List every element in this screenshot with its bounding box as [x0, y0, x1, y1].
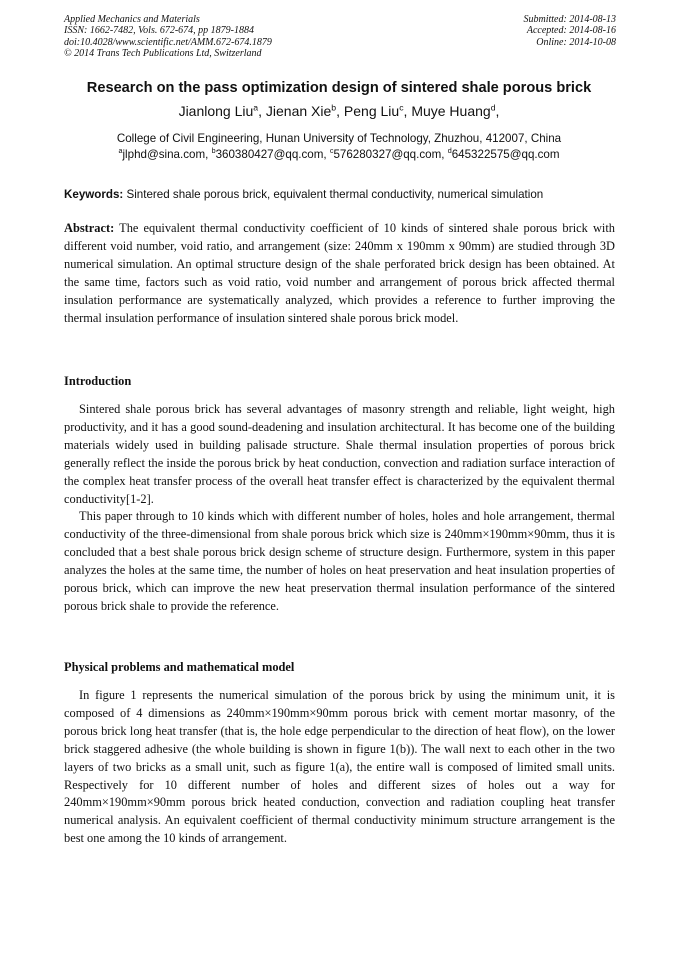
email: $^b$360380427@qq.com,	[211, 146, 330, 161]
author: Muye Huang$^d$,	[411, 102, 500, 119]
journal-header-right	[524, 14, 617, 48]
author: Peng Liu$^c$,	[343, 102, 412, 119]
submitted-date: Submitted: 2014-08-13	[523, 14, 616, 25]
author: Jianlong Liu$^a$,	[178, 102, 266, 119]
affiliation: College of Civil Engineering, Hunan University of Technology, Zhuzhou, 412007, China	[116, 132, 562, 145]
abstract-text: The equivalent thermal conductivity coefficient of 10 kinds of sintered shale porous brick with different void number, void ratio, and arrangement (size: 240mm x 190mm x 90mm) are studied through 3D numerical simulation. An optimal structure design of the shale perforated brick design has been obtained. At the same time, factors such as void ratio, void number and arrangement of porous brick affected thermal insulation performance are systematically analyzed, which provides a reference to further improving the thermal insulation performance of insulation sintered shale porous brick model.	[64, 221, 615, 325]
keywords-label: Keywords:	[64, 188, 124, 201]
email: $^d$645322575@qq.com	[447, 146, 560, 161]
doi-line: doi:10.4028/www.scientific.net/AMM.672-674.1879	[64, 36, 272, 48]
abstract-label: Abstract:	[64, 221, 115, 235]
author-list	[0, 103, 678, 119]
copyright-line: © 2014 Trans Tech Publications Ltd, Switzerland	[64, 47, 262, 59]
journal-header-left	[64, 14, 272, 59]
author-emails	[0, 148, 678, 161]
abstract	[64, 220, 615, 327]
paragraph: Sintered shale porous brick has several advantages of masonry strength and reliable, light weight, high productivity, and it has a good sound-deadening and insulation architectural. It has become one of the building materials widely used in building palisade structure. Shale thermal insulation properties of porous brick generally reflect the inside the porous brick by heat conduction, convection and radiation surface interaction of the complex heat transfer process of the overall heat transfer effect is characterized by the equivalent thermal conductivity[1-2].	[64, 402, 615, 506]
online-date: Online: 2014-10-08	[536, 36, 616, 48]
keywords	[64, 188, 616, 201]
email: $^a$jlphd@sina.com,	[118, 146, 212, 161]
author: Jienan Xie$^b$,	[265, 102, 344, 119]
issn-line: ISSN: 1662-7482, Vols. 672-674, pp 1879-1884	[64, 25, 254, 37]
paragraph: In figure 1 represents the numerical simulation of the porous brick by using the minimum unit, it is composed of 4 dimensions as 240mm×190mm×90mm porous brick with cement mortar masonry, of the porous brick long heat transfer (that is, the hole edge perpendicular to the direction of heat flow), on the lower brick staggered adhesive (the whole building is shown in figure 1(b)). The wall next to each other in the two layers of two bricks as a small unit, such as figure 1(a), the entire wall is composed of limited small units. Respectively for 10 different number of holes and different sizes of holes out a way for 240mm×190mm×90mm porous brick heated conduction, convection and radiation coupling heat transfer numerical analysis. An equivalent coefficient of thermal conductivity minimum structure arrangement is the best one among the 10 kinds of arrangement.	[64, 688, 615, 846]
accepted-date: Accepted: 2014-08-16	[526, 25, 616, 37]
journal-name: Applied Mechanics and Materials	[64, 14, 200, 25]
section-heading-introduction: Introduction	[64, 374, 132, 388]
physical-problems-body	[64, 687, 615, 848]
keywords-text: Sintered shale porous brick, equivalent thermal conductivity, numerical simulation	[123, 188, 544, 201]
paragraph: This paper through to 10 kinds which with different number of holes, holes and hole arrangement, thermal conductivity of the three-dimensional from shale porous brick which size is 240mm×190mm×90mm, thus it is concluded that a best shale porous brick design scheme of structure design. Furthermore, system in this paper analyzes the holes at the same time, the number of holes on heat preservation and heat insulation properties of porous brick, which can improve the new heat preservation thermal insulation performance of the sintered porous brick shale to provide the reference.	[64, 509, 615, 613]
section-heading-physical-problems: Physical problems and mathematical model	[64, 660, 295, 674]
paper-title: Research on the pass optimization design of sintered shale porous brick	[86, 80, 592, 96]
introduction-body	[64, 401, 615, 616]
email: $^c$576280327@qq.com,	[329, 146, 448, 161]
